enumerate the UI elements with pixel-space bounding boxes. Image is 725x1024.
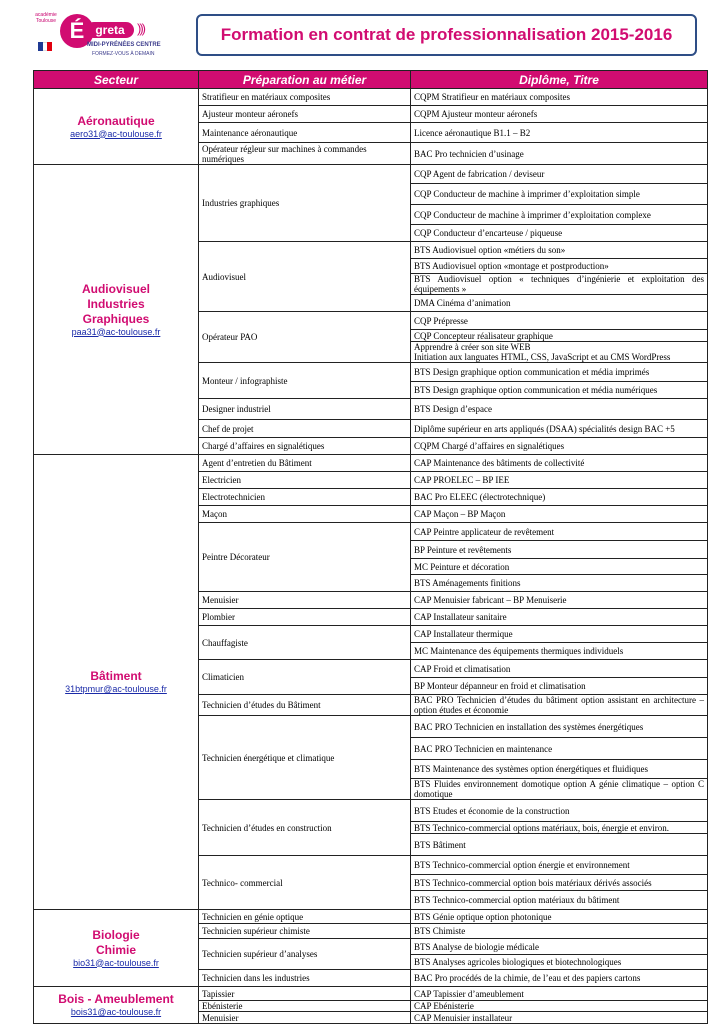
preparation-cell: Peintre Décorateur <box>199 523 411 592</box>
table-row <box>34 987 708 1001</box>
preparation-cell: Technicien d’études en construction <box>199 800 411 856</box>
header-diplome: Diplôme, Titre <box>411 71 708 89</box>
sector-cell <box>34 987 199 1024</box>
table-row <box>34 910 708 924</box>
diploma-cell: BP Peinture et revêtements <box>411 541 708 559</box>
sector-name: Biologie Chimie <box>92 927 140 957</box>
diploma-cell: DMA Cinéma d’animation <box>411 295 708 312</box>
academie-label: académie Toulouse <box>35 12 57 24</box>
diploma-cell: BTS Chimiste <box>411 924 708 939</box>
preparation-cell: Chef de projet <box>199 420 411 438</box>
sector-email-link[interactable]: bio31@ac-toulouse.fr <box>73 957 159 968</box>
preparation-cell: Audiovisuel <box>199 242 411 312</box>
table-row <box>34 165 708 184</box>
diploma-cell: BAC Pro ELEEC (électrotechnique) <box>411 489 708 506</box>
title-box <box>196 14 697 56</box>
table-body <box>34 89 708 1024</box>
preparation-cell: Technicien en génie optique <box>199 910 411 924</box>
diploma-cell: BP Monteur dépanneur en froid et climatisation <box>411 678 708 695</box>
sector-email-link[interactable]: bois31@ac-toulouse.fr <box>70 1007 162 1017</box>
preparation-cell: Technicien supérieur chimiste <box>199 924 411 939</box>
table-header-row <box>34 71 708 89</box>
diploma-cell: Diplôme supérieur en arts appliqués (DSAA) spécialités design BAC +5 <box>411 420 708 438</box>
table-row <box>34 455 708 472</box>
diploma-cell: BTS Génie optique option photonique <box>411 910 708 924</box>
preparation-cell: Opérateur PAO <box>199 312 411 363</box>
diploma-cell: BTS Design graphique option communication et média imprimés <box>411 363 708 382</box>
preparation-cell: Maintenance aéronautique <box>199 123 411 143</box>
table-row <box>34 89 708 106</box>
diploma-cell: CAP Maçon – BP Maçon <box>411 506 708 523</box>
diploma-cell: BAC PRO Technicien en maintenance <box>411 738 708 760</box>
diploma-cell: CQPM Chargé d’affaires en signalétiques <box>411 438 708 455</box>
diploma-cell: BTS Audiovisuel option «montage et postproduction» <box>411 259 708 274</box>
diploma-cell: BTS Analyses agricoles biologiques et biotechnologiques <box>411 955 708 970</box>
sector-email-link[interactable]: paa31@ac-toulouse.fr <box>71 326 161 337</box>
diploma-cell: BTS Bâtiment <box>411 834 708 856</box>
diploma-cell: BAC Pro technicien d’usinage <box>411 143 708 165</box>
diploma-cell: CQP Conducteur de machine à imprimer d’exploitation simple <box>411 184 708 205</box>
preparation-cell: Electricien <box>199 472 411 489</box>
french-flag-icon <box>38 42 52 51</box>
diploma-cell: BAC PRO Technicien d’études du bâtiment option assistant en architecture – option études et économie <box>411 695 708 716</box>
preparation-cell: Chauffagiste <box>199 626 411 660</box>
diploma-cell: BTS Audiovisuel option « techniques d’ingénierie et exploitation des équipements » <box>411 274 708 295</box>
preparation-cell: Technico- commercial <box>199 856 411 910</box>
diploma-cell: BTS Design graphique option communication et média numériques <box>411 382 708 399</box>
preparation-cell: Technicien dans les industries <box>199 970 411 987</box>
diploma-cell: CAP PROELEC – BP IEE <box>411 472 708 489</box>
preparation-cell: Chargé d’affaires en signalétiques <box>199 438 411 455</box>
diploma-cell: CQPM Stratifieur en matériaux composites <box>411 89 708 106</box>
greta-e-circle: É <box>60 14 94 48</box>
diploma-cell: CAP Menuisier installateur <box>411 1012 708 1024</box>
preparation-cell: Stratifieur en matériaux composites <box>199 89 411 106</box>
diploma-cell: CAP Tapissier d’ameublement <box>411 987 708 1001</box>
diploma-cell: CQP Conducteur de machine à imprimer d’exploitation complexe <box>411 205 708 225</box>
preparation-cell: Technicien énergétique et climatique <box>199 716 411 800</box>
diploma-cell: BTS Audiovisuel option «métiers du son» <box>411 242 708 259</box>
sector-cell <box>34 455 199 910</box>
diploma-cell: CAP Installateur sanitaire <box>411 609 708 626</box>
diploma-cell: BTS Analyse de biologie médicale <box>411 939 708 955</box>
sector-name: Bois - Ameublement <box>58 992 174 1006</box>
diploma-cell: CAP Peintre applicateur de revêtement <box>411 523 708 541</box>
header-preparation: Préparation au métier <box>199 71 411 89</box>
diploma-cell: CQP Concepteur réalisateur graphique <box>411 330 708 342</box>
diploma-cell: BTS Fluides environnement domotique option A génie climatique – option C domotique <box>411 779 708 800</box>
diploma-cell: CAP Froid et climatisation <box>411 660 708 678</box>
diploma-cell: BTS Aménagements finitions <box>411 575 708 592</box>
diploma-cell: BTS Technico-commercial options matériaux, bois, énergie et environ. <box>411 822 708 834</box>
sector-name: Audiovisuel Industries Graphiques <box>81 281 150 326</box>
diploma-cell: CQP Conducteur d’encarteuse / piqueuse <box>411 225 708 242</box>
greta-wordmark: greta <box>86 22 134 38</box>
diploma-cell: BAC PRO Technicien en installation des systèmes énergétiques <box>411 716 708 738</box>
preparation-cell: Menuisier <box>199 592 411 609</box>
diploma-cell: Apprendre à créer son site WEB Initiation aux languates HTML, CSS, JavaScript et au CMS WordPress <box>411 342 708 363</box>
diploma-cell: BTS Maintenance des systèmes option énergétiques et fluidiques <box>411 760 708 779</box>
preparation-cell: Opérateur régleur sur machines à commandes numériques <box>199 143 411 165</box>
preparation-cell: Designer industriel <box>199 399 411 420</box>
region-label: MIDI-PYRÉNÉES CENTRE <box>87 42 161 48</box>
preparation-cell: Technicien supérieur d’analyses <box>199 939 411 970</box>
diploma-cell: BTS Technico-commercial option bois matériaux dérivés associés <box>411 875 708 891</box>
preparation-cell: Agent d’entretien du Bâtiment <box>199 455 411 472</box>
preparation-cell: Technicien d’études du Bâtiment <box>199 695 411 716</box>
preparation-cell: Electrotechnicien <box>199 489 411 506</box>
diploma-cell: BTS Design d’espace <box>411 399 708 420</box>
diploma-cell: BTS Technico-commercial option énergie et environnement <box>411 856 708 875</box>
diploma-cell: Licence aéronautique B1.1 – B2 <box>411 123 708 143</box>
sector-cell <box>34 165 199 455</box>
diploma-cell: MC Maintenance des équipements thermiques individuels <box>411 643 708 660</box>
motto-label: FORMEZ-VOUS À DEMAIN <box>92 51 155 57</box>
header-secteur: Secteur <box>34 71 199 89</box>
signal-arcs-icon: ))) <box>137 21 144 36</box>
formation-table <box>33 70 708 1024</box>
page-title: Formation en contrat de professionnalisation 2015-2016 <box>220 25 673 44</box>
diploma-cell: BTS Technico-commercial option matériaux du bâtiment <box>411 891 708 910</box>
sector-name: Bâtiment <box>90 669 142 683</box>
preparation-cell: Menuisier <box>199 1012 411 1024</box>
diploma-cell: CAP Ebénisterie <box>411 1001 708 1012</box>
diploma-cell: CAP Menuisier fabricant – BP Menuiserie <box>411 592 708 609</box>
preparation-cell: Ajusteur monteur aéronefs <box>199 106 411 123</box>
sector-email-link[interactable]: 31btpmur@ac-toulouse.fr <box>65 684 167 694</box>
preparation-cell: Plombier <box>199 609 411 626</box>
greta-logo <box>34 12 159 62</box>
preparation-cell: Tapissier <box>199 987 411 1001</box>
preparation-cell: Industries graphiques <box>199 165 411 242</box>
flag-stripe-red <box>47 42 52 51</box>
preparation-cell: Ebénisterie <box>199 1001 411 1012</box>
preparation-cell: Climaticien <box>199 660 411 695</box>
preparation-cell: Monteur / infographiste <box>199 363 411 399</box>
diploma-cell: CQP Agent de fabrication / deviseur <box>411 165 708 184</box>
sector-cell <box>34 89 199 165</box>
diploma-cell: CAP Maintenance des bâtiments de collectivité <box>411 455 708 472</box>
diploma-cell: MC Peinture et décoration <box>411 559 708 575</box>
preparation-cell: Maçon <box>199 506 411 523</box>
sector-email-link[interactable]: aero31@ac-toulouse.fr <box>70 128 162 139</box>
diploma-cell: CQP Prépresse <box>411 312 708 330</box>
sector-name: Aéronautique <box>77 113 155 128</box>
diploma-cell: BAC Pro procédés de la chimie, de l’eau et des papiers cartons <box>411 970 708 987</box>
diploma-cell: CQPM Ajusteur monteur aéronefs <box>411 106 708 123</box>
diploma-cell: BTS Etudes et économie de la construction <box>411 800 708 822</box>
diploma-cell: CAP Installateur thermique <box>411 626 708 643</box>
sector-cell <box>34 910 199 987</box>
